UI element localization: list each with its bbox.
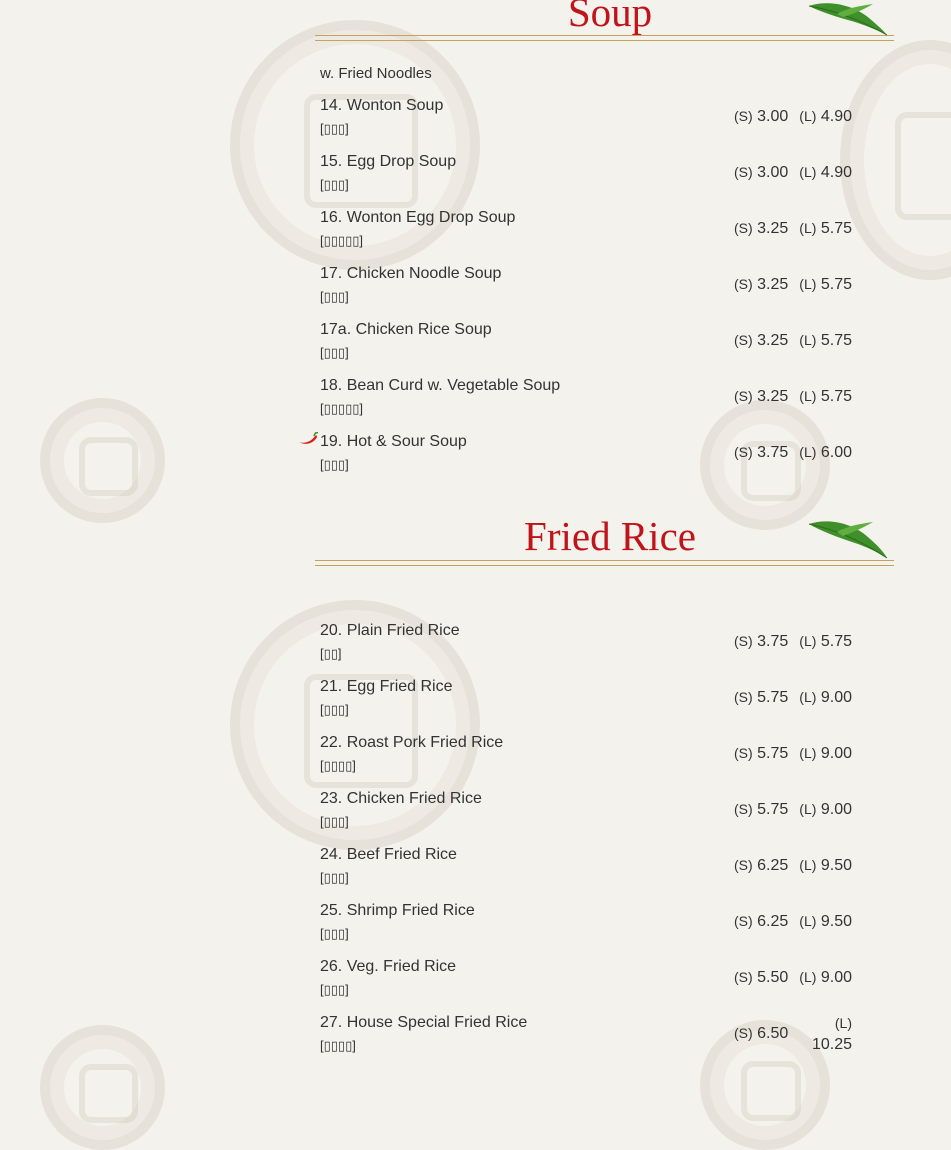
small-price xyxy=(734,108,788,126)
section-divider xyxy=(315,560,894,566)
large-price xyxy=(799,220,852,238)
menu-item-row xyxy=(320,846,860,898)
menu-item-name: 22. Roast Pork Fried Rice xyxy=(320,734,504,751)
small-size-label: (S) xyxy=(734,444,753,460)
small-price-value: 5.75 xyxy=(757,801,789,818)
small-price-value: 6.50 xyxy=(757,1025,789,1042)
small-size-label: (S) xyxy=(734,164,753,180)
small-price xyxy=(734,689,788,707)
menu-item-row xyxy=(320,433,860,485)
large-price-value: 6.00 xyxy=(820,444,852,461)
menu-item-row xyxy=(320,209,860,261)
small-price-value: 3.25 xyxy=(757,220,789,237)
large-size-label: (L) xyxy=(799,108,817,124)
bamboo-leaf-icon xyxy=(807,516,887,560)
large-price xyxy=(799,108,852,126)
large-price xyxy=(799,388,852,406)
menu-item-chinese-name: [▯▯▯] xyxy=(320,177,349,192)
small-price-value: 6.25 xyxy=(757,913,789,930)
small-price-value: 3.00 xyxy=(757,164,789,181)
large-price xyxy=(799,801,852,819)
menu-item-name: 20. Plain Fried Rice xyxy=(320,622,460,639)
large-price-value: 9.50 xyxy=(820,913,852,930)
small-size-label: (S) xyxy=(734,969,753,985)
menu-item-name: 15. Egg Drop Soup xyxy=(320,153,457,170)
menu-item-row xyxy=(320,734,860,786)
menu-item-name: 14. Wonton Soup xyxy=(320,97,444,114)
small-price xyxy=(734,913,788,931)
small-price-value: 3.25 xyxy=(757,388,789,405)
menu-item-chinese-name: [▯▯▯] xyxy=(320,926,349,941)
menu-item-row xyxy=(320,622,860,674)
menu-item-row xyxy=(320,377,860,429)
small-price-value: 5.75 xyxy=(757,745,789,762)
small-price-value: 6.25 xyxy=(757,857,789,874)
menu-item-row xyxy=(320,321,860,373)
large-price xyxy=(799,745,852,763)
soup-subtitle: w. Fried Noodles xyxy=(320,65,432,82)
large-price xyxy=(799,689,852,707)
small-price xyxy=(734,388,788,406)
large-price xyxy=(799,332,852,350)
menu-item-chinese-name: [▯▯▯] xyxy=(320,982,349,997)
small-size-label: (S) xyxy=(734,388,753,404)
small-price xyxy=(734,633,788,651)
fried-rice-section-title: Fried Rice xyxy=(524,513,696,559)
menu-item-row xyxy=(320,790,860,842)
fried-rice-section-header xyxy=(315,510,894,566)
menu-item-row xyxy=(320,265,860,317)
small-price xyxy=(734,857,788,875)
menu-item-chinese-name: [▯▯▯] xyxy=(320,289,349,304)
small-price xyxy=(734,444,788,462)
small-size-label: (S) xyxy=(734,276,753,292)
small-price xyxy=(734,332,788,350)
large-price-value: 5.75 xyxy=(820,633,852,650)
small-price-value: 5.50 xyxy=(757,969,789,986)
large-price-value: 9.50 xyxy=(820,857,852,874)
large-price-value: 9.00 xyxy=(820,801,852,818)
large-size-label: (L) xyxy=(799,220,817,236)
menu-item-name: 25. Shrimp Fried Rice xyxy=(320,902,475,919)
menu-item-row xyxy=(320,678,860,730)
small-size-label: (S) xyxy=(734,633,753,649)
menu-item-name: 23. Chicken Fried Rice xyxy=(320,790,482,807)
large-price-value: 10.25 xyxy=(811,1036,852,1053)
large-size-label: (L) xyxy=(799,913,817,929)
large-price xyxy=(799,633,852,651)
background-medallion xyxy=(40,398,165,523)
large-size-label: (L) xyxy=(799,801,817,817)
large-price-value: 5.75 xyxy=(820,276,852,293)
menu-item-chinese-name: [▯▯▯▯▯] xyxy=(320,401,363,416)
small-price-value: 3.25 xyxy=(757,276,789,293)
large-price-value: 9.00 xyxy=(820,689,852,706)
large-price-value: 5.75 xyxy=(820,332,852,349)
menu-item-row xyxy=(320,97,860,149)
large-size-label: (L) xyxy=(834,1015,852,1031)
small-price xyxy=(734,220,788,238)
large-size-label: (L) xyxy=(799,388,817,404)
large-size-label: (L) xyxy=(799,857,817,873)
small-price-value: 3.25 xyxy=(757,332,789,349)
large-price-value: 4.90 xyxy=(820,164,852,181)
small-price xyxy=(734,1025,788,1043)
menu-item-name: 26. Veg. Fried Rice xyxy=(320,958,457,975)
large-size-label: (L) xyxy=(799,969,817,985)
menu-item-name: 18. Bean Curd w. Vegetable Soup xyxy=(320,377,561,394)
small-price xyxy=(734,969,788,987)
small-price-value: 5.75 xyxy=(757,689,789,706)
small-price-value: 3.75 xyxy=(757,633,789,650)
small-price-value: 3.75 xyxy=(757,444,789,461)
menu-item-chinese-name: [▯▯▯▯] xyxy=(320,1038,356,1053)
large-price xyxy=(799,913,852,931)
small-size-label: (S) xyxy=(734,689,753,705)
large-size-label: (L) xyxy=(799,689,817,705)
background-medallion xyxy=(40,1025,165,1150)
menu-item-chinese-name: [▯▯▯▯▯] xyxy=(320,233,363,248)
menu-item-name: 17a. Chicken Rice Soup xyxy=(320,321,492,338)
menu-item-chinese-name: [▯▯▯] xyxy=(320,345,349,360)
menu-item-chinese-name: [▯▯▯] xyxy=(320,870,349,885)
large-size-label: (L) xyxy=(799,745,817,761)
large-price-value: 5.75 xyxy=(820,388,852,405)
large-price xyxy=(799,969,852,987)
large-size-label: (L) xyxy=(799,276,817,292)
small-size-label: (S) xyxy=(734,108,753,124)
small-size-label: (S) xyxy=(734,801,753,817)
large-price xyxy=(799,276,852,294)
menu-item-name: 16. Wonton Egg Drop Soup xyxy=(320,209,516,226)
menu-item-name: 27. House Special Fried Rice xyxy=(320,1014,528,1031)
menu-item-name: 19. Hot & Sour Soup xyxy=(320,433,467,450)
large-price-value: 4.90 xyxy=(820,108,852,125)
bamboo-leaf-icon xyxy=(807,0,887,38)
menu-item-row xyxy=(320,1014,860,1066)
large-price xyxy=(799,164,852,182)
large-price xyxy=(799,444,852,462)
menu-item-row xyxy=(320,958,860,1010)
small-price xyxy=(734,164,788,182)
large-price xyxy=(812,1014,852,1058)
large-price xyxy=(799,857,852,875)
soup-section-header xyxy=(315,0,894,44)
small-price xyxy=(734,276,788,294)
menu-item-name: 24. Beef Fried Rice xyxy=(320,846,457,863)
menu-item-row xyxy=(320,902,860,954)
menu-item-name: 21. Egg Fried Rice xyxy=(320,678,453,695)
menu-item-chinese-name: [▯▯▯] xyxy=(320,457,349,472)
menu-item-chinese-name: [▯▯▯▯] xyxy=(320,758,356,773)
small-size-label: (S) xyxy=(734,332,753,348)
small-price xyxy=(734,745,788,763)
large-price-value: 5.75 xyxy=(820,220,852,237)
large-price-value: 9.00 xyxy=(820,969,852,986)
chili-pepper-icon xyxy=(298,432,318,446)
menu-item-chinese-name: [▯▯▯] xyxy=(320,702,349,717)
small-size-label: (S) xyxy=(734,913,753,929)
soup-section-title: Soup xyxy=(567,0,653,35)
large-size-label: (L) xyxy=(799,332,817,348)
small-price xyxy=(734,801,788,819)
large-price-value: 9.00 xyxy=(820,745,852,762)
menu-item-chinese-name: [▯▯▯] xyxy=(320,121,349,136)
small-size-label: (S) xyxy=(734,220,753,236)
small-price-value: 3.00 xyxy=(757,108,789,125)
small-size-label: (S) xyxy=(734,745,753,761)
small-size-label: (S) xyxy=(734,1025,753,1041)
large-size-label: (L) xyxy=(799,164,817,180)
menu-item-name: 17. Chicken Noodle Soup xyxy=(320,265,502,282)
menu-item-row xyxy=(320,153,860,205)
large-size-label: (L) xyxy=(799,444,817,460)
large-size-label: (L) xyxy=(799,633,817,649)
menu-item-chinese-name: [▯▯] xyxy=(320,646,342,661)
menu-item-chinese-name: [▯▯▯] xyxy=(320,814,349,829)
small-size-label: (S) xyxy=(734,857,753,873)
